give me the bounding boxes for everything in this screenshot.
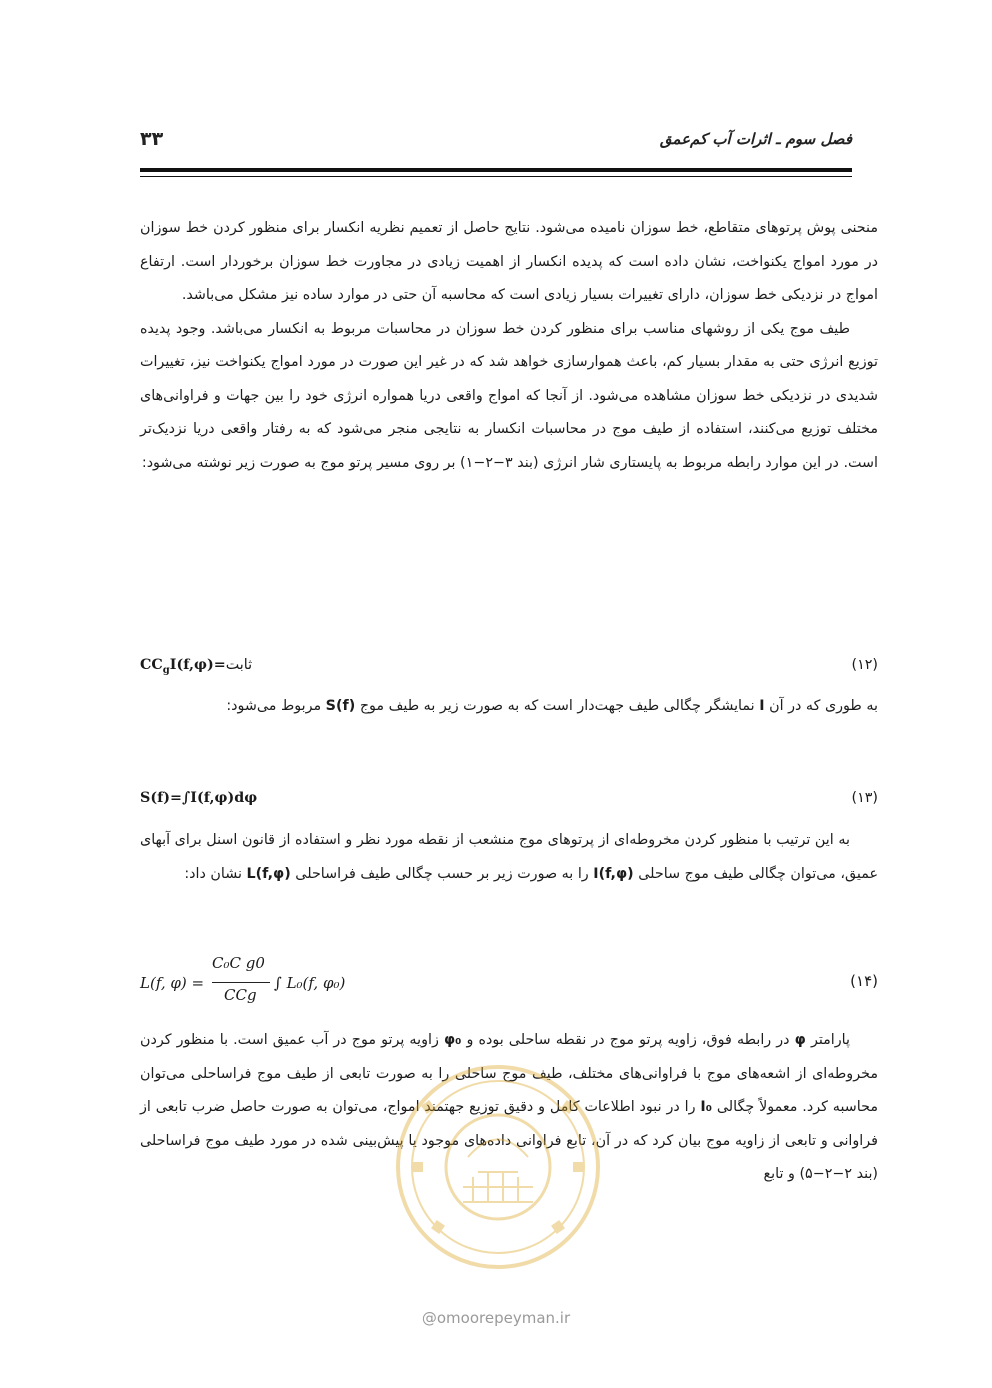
equation-number-12: (۱۲) (851, 657, 878, 673)
p4-mid: را به صورت زیر بر حسب چگالی طیف فراساحلی (295, 865, 589, 882)
p5-i0: I₀ (700, 1099, 712, 1115)
eq12-sub-g: g (162, 664, 170, 676)
p3-symbol-sf: S(f) (325, 698, 356, 714)
header-rule-thick (140, 168, 852, 172)
equation-14 (140, 954, 878, 1014)
p3-mid: نمایشگر چگالی طیف جهت‌دار است که به صورت زیر به طیف موج (359, 698, 755, 714)
equation-number-13: (۱۳) (851, 790, 878, 806)
eq14-fraction-bar (212, 982, 270, 983)
p4-symbol-l: L(f,φ) (246, 865, 291, 882)
equation-13-body: S(f)=∫I(f,φ)dφ (140, 790, 258, 806)
p5-a: پارامتر (810, 1032, 851, 1048)
chapter-title: فصل سوم ـ اثرات آب کم‌عمق (659, 130, 852, 148)
eq14-rhs: ∫ L₀(f, φ₀) (274, 974, 346, 992)
p5-phi0: φ₀ (443, 1032, 462, 1048)
p5-c: زاویه پرتو موج در آب عمیق است. با منظور کردن مخروطه‌ای از اشعه‌های موج با فراوانی‌های مختلف، طیف موج ساحلی را به صورت تابعی از طیف موج فراساحلی می‌توان محاسبه کرد. معمولاً چگالی (140, 1032, 878, 1115)
paragraph-1: منحنی پوش پرتوهای متقاطع، خط سوزان نامیده می‌شود. نتایج حاصل از تعمیم نظریه انکسار برای منظور کردن خط سوزان در مورد امواج یکنواخت، نشان داده است که پدیده انکسار از اهمیت زیادی در مجاورت خط سوزان برخوردار است. ارتفاع امواج در نزدیکی خط سوزان، دارای تغییرات بسیار زیادی است که محاسبه آن حتی در موارد ساده نیز مشکل می‌باشد. (140, 220, 878, 303)
p3-after: مربوط می‌شود: (226, 698, 322, 714)
seal-icon (393, 1062, 603, 1272)
p5-b: در رابطه فوق، زاویه پرتو موج در نقطه ساحلی بوده و (466, 1032, 790, 1048)
p3-before: به طوری که در آن (769, 698, 878, 714)
paragraph-3 (140, 690, 878, 724)
p4-end: نشان داد: (184, 865, 242, 882)
p5-d: را در نبود اطلاعات کامل و دقیق توزیع جهتمند امواج، می‌توان به صورت حاصل ضرب تابعی از فراوانی و تابعی از زاویه موج بیان کرد که در آن، تابع فراوانی داده‌های موجود یا پیش‌بینی شده در مورد طیف موج فراساحلی (بند ۲−۲−۵) و تابع (140, 1099, 878, 1182)
equation-12-body (140, 650, 252, 686)
watermark-url: @omoorepeyman.ir (421, 1309, 571, 1327)
p5-phi: φ (794, 1032, 806, 1048)
eq14-denominator: CCg (224, 986, 257, 1004)
paragraph-4 (140, 824, 878, 891)
eq12-constant-word: ثابت (225, 657, 253, 673)
equation-13 (140, 783, 878, 813)
header-rule-thin (140, 176, 852, 177)
body-block-1 (140, 212, 878, 480)
eq14-lhs: L(f, φ) = (140, 974, 205, 992)
eq14-numerator: C₀C g0 (212, 954, 265, 972)
p3-symbol-i: I (759, 698, 765, 714)
p4-start: به این ترتیب با منظور کردن مخروطه‌ای از پرتوهای موج منشعب از نقطه مورد نظر و استفاده از قانون اسنل برای آبهای عمیق، می‌توان چگالی طیف موج ساحلی (140, 832, 878, 882)
equation-12 (140, 650, 878, 680)
p4-symbol-i: I(f,φ) (593, 865, 634, 882)
page-header (140, 128, 852, 158)
paragraph-2: طیف موج یکی از روشهای مناسب برای منظور کردن خط سوزان در محاسبات مربوط به انکسار می‌باشد. وجود پدیده توزیع انرژی حتی به مقدار بسیار کم، باعث هموارسازی خواهد شد که در غیر این صورت در مورد امواج یکنواخت نیز، تغییرات شدیدی در نزدیکی خط سوزان مشاهده می‌شود. از آنجا که امواج واقعی دریا همواره انرژی خود را بین جهات و فراوانی‌های مختلف توزیع می‌کنند، استفاده از طیف موج در محاسبات انکسار به نتایجی منجر می‌شود که به رفتار واقعی دریا نزدیک‌تر است. در این موارد رابطه مربوط به پایستاری شار انرژی (بند ۳−۲−۱) بر روی مسیر پرتو موج به صورت زیر نوشته می‌شود: (140, 320, 878, 471)
body-block-4 (140, 824, 878, 891)
eq12-rest: I(f,φ)= (169, 657, 226, 673)
body-block-3 (140, 690, 878, 724)
page-number: ۳۳ (140, 128, 164, 150)
equation-number-14: (۱۴) (850, 972, 878, 990)
watermark-seal (393, 1062, 603, 1272)
eq12-cc: CC (140, 657, 163, 673)
